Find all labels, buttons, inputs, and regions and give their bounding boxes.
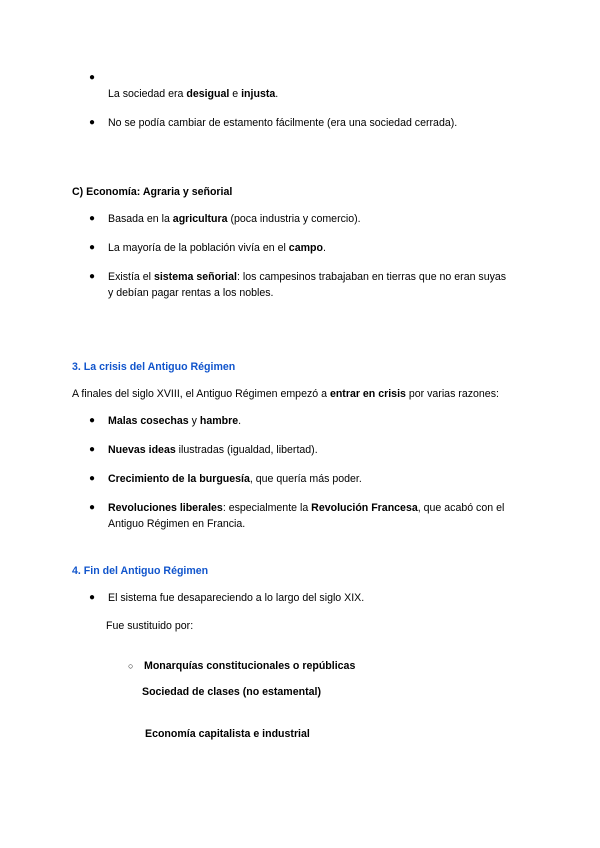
hollow-bullet-icon: ○ — [128, 661, 134, 671]
bullet-icon: ● — [89, 271, 96, 282]
list-item: La sociedad era desigual e injusta. — [108, 88, 279, 100]
paragraph: Fue sustituido por: — [106, 620, 194, 632]
bullet-icon: ● — [89, 473, 96, 484]
section-heading: C) Economía: Agraria y señorial — [72, 186, 233, 198]
bullet-icon: ● — [89, 444, 96, 455]
bullet-icon: ● — [89, 502, 96, 513]
list-item: Basada en la agricultura (poca industria y comercio). — [108, 213, 361, 225]
section-heading: 4. Fin del Antiguo Régimen — [72, 565, 209, 577]
bullet-icon: ● — [89, 242, 96, 253]
sub-list-item: Sociedad de clases (no estamental) — [142, 686, 321, 698]
list-item: Revoluciones liberales: especialmente la Revolución Francesa, que acabó con el — [108, 502, 505, 514]
bullet-icon: ● — [89, 592, 96, 603]
list-item: La mayoría de la población vivía en el campo. — [108, 242, 326, 254]
list-item: Crecimiento de la burguesía, que quería más poder. — [108, 473, 362, 485]
list-item: Malas cosechas y hambre. — [108, 415, 242, 427]
list-item-continuation: y debían pagar rentas a los nobles. — [108, 287, 274, 299]
bullet-icon: ● — [89, 213, 96, 224]
sub-list-item: Monarquías constitucionales o repúblicas — [144, 660, 356, 672]
paragraph: A finales del siglo XVIII, el Antiguo Régimen empezó a entrar en crisis por varias razones: — [72, 388, 499, 400]
list-item: El sistema fue desapareciendo a lo largo del siglo XIX. — [108, 592, 365, 604]
bullet-icon: ● — [89, 72, 96, 83]
bullet-icon: ● — [89, 117, 96, 128]
list-item: Nuevas ideas ilustradas (igualdad, libertad). — [108, 444, 318, 456]
bullet-icon: ● — [89, 415, 96, 426]
sub-list-item: Economía capitalista e industrial — [145, 728, 310, 740]
section-heading: 3. La crisis del Antiguo Régimen — [72, 361, 236, 373]
list-item: Existía el sistema señorial: los campesinos trabajaban en tierras que no eran suyas — [108, 271, 507, 283]
list-item: No se podía cambiar de estamento fácilmente (era una sociedad cerrada). — [108, 117, 458, 129]
list-item-continuation: Antiguo Régimen en Francia. — [108, 518, 246, 530]
